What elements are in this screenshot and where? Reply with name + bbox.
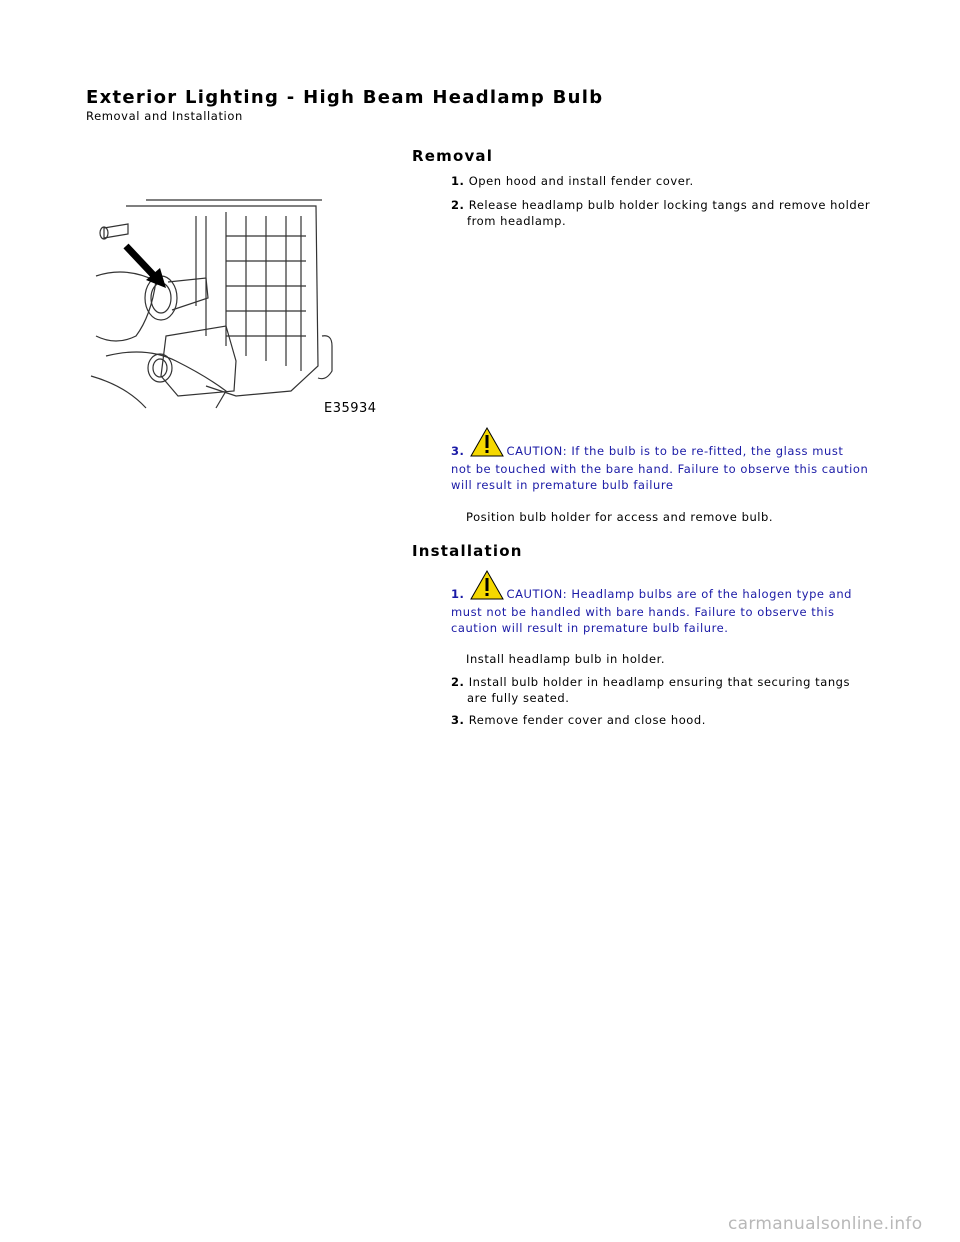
installation-step-1-caution — [451, 570, 891, 636]
step-text: Open hood and install fender cover. — [468, 174, 694, 188]
page-subtitle: Removal and Installation — [86, 109, 243, 123]
caution-text-continued: not be touched with the bare hand. Failure to observe this caution — [451, 462, 869, 476]
step-number: 2. — [451, 675, 465, 689]
removal-step-1 — [451, 173, 881, 189]
caution-text-continued: must not be handled with bare hands. Failure to observe this — [451, 605, 835, 619]
step-number: 1. — [451, 587, 465, 601]
step-number: 3. — [451, 444, 465, 458]
warning-triangle-icon — [470, 427, 504, 461]
warning-triangle-icon — [470, 570, 504, 604]
installation-heading: Installation — [412, 542, 523, 560]
installation-step-3 — [451, 712, 881, 728]
installation-step-2 — [451, 674, 881, 706]
caution-text: CAUTION: Headlamp bulbs are of the halogen type and — [506, 587, 853, 601]
figure-label: E35934 — [324, 401, 377, 416]
watermark: carmanualsonline.info — [728, 1214, 923, 1234]
caution-text-continued: will result in premature bulb failure — [451, 478, 674, 492]
caution-text-continued: caution will result in premature bulb failure. — [451, 621, 729, 635]
caution-text: CAUTION: If the bulb is to be re-fitted, the glass must — [506, 444, 844, 458]
step-text: Install bulb holder in headlamp ensuring that securing tangs — [468, 675, 851, 689]
step-number: 2. — [451, 198, 465, 212]
installation-step-1-note: Install headlamp bulb in holder. — [466, 652, 666, 666]
step-text-continued: from headlamp. — [467, 214, 567, 228]
step-number: 3. — [451, 713, 465, 727]
step-text: Release headlamp bulb holder locking tangs and remove holder — [468, 198, 871, 212]
step-text-continued: are fully seated. — [467, 691, 570, 705]
step-number: 1. — [451, 174, 465, 188]
pointer-arrow-icon — [86, 186, 376, 418]
removal-heading: Removal — [412, 147, 494, 165]
step-text: Remove fender cover and close hood. — [468, 713, 706, 727]
removal-step-3-note: Position bulb holder for access and remove bulb. — [466, 510, 774, 524]
removal-step-2 — [451, 197, 881, 229]
page-title: Exterior Lighting - High Beam Headlamp Bulb — [86, 87, 604, 108]
headlamp-bulb-illustration — [86, 186, 376, 418]
removal-step-3-caution — [451, 427, 891, 493]
